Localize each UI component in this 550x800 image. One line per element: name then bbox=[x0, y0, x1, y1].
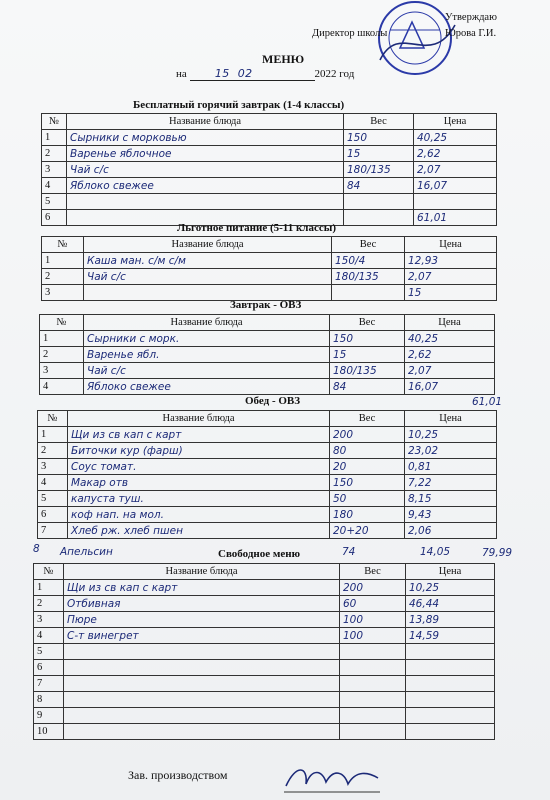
row-num: 4 bbox=[34, 628, 64, 644]
col-num: № bbox=[38, 411, 68, 427]
row-dish: Варенье яблочное bbox=[67, 146, 344, 162]
row-price: 15 bbox=[405, 285, 497, 301]
approve-label: Утверждаю bbox=[445, 12, 497, 23]
row-price: 13,89 bbox=[406, 612, 495, 628]
ovz-lunch-table bbox=[37, 410, 497, 539]
table-row bbox=[40, 379, 495, 395]
row-weight bbox=[340, 692, 406, 708]
menu-date bbox=[176, 67, 354, 81]
table-row bbox=[38, 475, 497, 491]
table-row bbox=[38, 507, 497, 523]
row-price: 7,22 bbox=[405, 475, 497, 491]
row-weight: 180/135 bbox=[332, 269, 405, 285]
row-weight bbox=[344, 194, 414, 210]
row-price: 8,15 bbox=[405, 491, 497, 507]
row-weight: 180 bbox=[330, 507, 405, 523]
table-row bbox=[34, 676, 495, 692]
col-weight: Вес bbox=[330, 315, 405, 331]
row-price bbox=[406, 724, 495, 740]
row-weight: 15 bbox=[330, 347, 405, 363]
table-row bbox=[42, 130, 497, 146]
date-day: 15 bbox=[214, 67, 230, 80]
signature-icon bbox=[282, 758, 382, 796]
section-title-ovz-breakfast: Завтрак - ОВЗ bbox=[230, 299, 302, 311]
row-weight: 200 bbox=[340, 580, 406, 596]
table-row bbox=[40, 363, 495, 379]
table-row bbox=[40, 347, 495, 363]
row-dish: Щи из св кап с карт bbox=[64, 580, 340, 596]
ovz-lunch-extra-weight: 74 bbox=[342, 546, 356, 558]
row-weight: 60 bbox=[340, 596, 406, 612]
row-num: 9 bbox=[34, 708, 64, 724]
table-row bbox=[34, 724, 495, 740]
row-dish: Яблоко свежее bbox=[84, 379, 330, 395]
row-weight: 84 bbox=[344, 178, 414, 194]
row-num: 3 bbox=[38, 459, 68, 475]
row-dish: Пюре bbox=[64, 612, 340, 628]
row-num: 7 bbox=[34, 676, 64, 692]
row-price: 61,01 bbox=[414, 210, 497, 226]
section-title-free-breakfast: Бесплатный горячий завтрак (1-4 классы) bbox=[133, 99, 345, 111]
row-weight: 180/135 bbox=[330, 363, 405, 379]
row-dish bbox=[64, 644, 340, 660]
date-prefix: на bbox=[176, 68, 187, 80]
section-title-ovz-lunch: Обед - ОВЗ bbox=[245, 395, 301, 407]
ovz-lunch-extra-dish: Апельсин bbox=[60, 546, 113, 558]
table-row bbox=[42, 194, 497, 210]
row-dish: Сырники с морковью bbox=[67, 130, 344, 146]
ovz-breakfast-total: 61,01 bbox=[472, 396, 503, 408]
row-num: 4 bbox=[42, 178, 67, 194]
row-price: 2,07 bbox=[414, 162, 497, 178]
col-dish: Название блюда bbox=[67, 114, 344, 130]
table-header-row bbox=[42, 237, 497, 253]
row-weight: 150/4 bbox=[332, 253, 405, 269]
row-dish: Биточки кур (фарш) bbox=[68, 443, 330, 459]
table-row bbox=[34, 660, 495, 676]
row-dish: Хлеб рж. хлеб пшен bbox=[68, 523, 330, 539]
col-num: № bbox=[42, 114, 67, 130]
row-price: 10,25 bbox=[405, 427, 497, 443]
benefit-table bbox=[41, 236, 497, 301]
col-dish: Название блюда bbox=[84, 237, 332, 253]
row-num: 5 bbox=[34, 644, 64, 660]
col-weight: Вес bbox=[330, 411, 405, 427]
row-price: 2,07 bbox=[405, 269, 497, 285]
row-price bbox=[406, 692, 495, 708]
row-num: 2 bbox=[42, 146, 67, 162]
table-row bbox=[38, 459, 497, 475]
col-num: № bbox=[34, 564, 64, 580]
row-dish: Чай с/с bbox=[67, 162, 344, 178]
row-dish: Сырники с морк. bbox=[84, 331, 330, 347]
row-weight: 20+20 bbox=[330, 523, 405, 539]
row-price: 16,07 bbox=[405, 379, 495, 395]
row-weight: 20 bbox=[330, 459, 405, 475]
col-weight: Вес bbox=[332, 237, 405, 253]
row-price: 12,93 bbox=[405, 253, 497, 269]
row-weight: 150 bbox=[344, 130, 414, 146]
row-weight bbox=[332, 285, 405, 301]
row-weight bbox=[344, 210, 414, 226]
page-title: МЕНЮ bbox=[262, 52, 305, 66]
row-num: 10 bbox=[34, 724, 64, 740]
row-dish: капуста туш. bbox=[68, 491, 330, 507]
row-price bbox=[406, 676, 495, 692]
row-weight: 180/135 bbox=[344, 162, 414, 178]
row-weight: 150 bbox=[330, 475, 405, 491]
row-num: 2 bbox=[40, 347, 84, 363]
row-price: 40,25 bbox=[414, 130, 497, 146]
table-row bbox=[38, 523, 497, 539]
row-weight: 100 bbox=[340, 612, 406, 628]
row-price bbox=[406, 708, 495, 724]
row-price: 40,25 bbox=[405, 331, 495, 347]
table-row bbox=[34, 580, 495, 596]
row-weight: 80 bbox=[330, 443, 405, 459]
row-num: 6 bbox=[42, 210, 67, 226]
row-num: 4 bbox=[38, 475, 68, 491]
table-row bbox=[34, 612, 495, 628]
row-num: 1 bbox=[38, 427, 68, 443]
ovz-breakfast-table bbox=[39, 314, 495, 395]
col-num: № bbox=[40, 315, 84, 331]
row-dish: Щи из св кап с карт bbox=[68, 427, 330, 443]
row-weight bbox=[340, 724, 406, 740]
row-weight bbox=[340, 660, 406, 676]
row-price: 23,02 bbox=[405, 443, 497, 459]
row-price: 2,62 bbox=[414, 146, 497, 162]
row-price: 2,62 bbox=[405, 347, 495, 363]
col-price: Цена bbox=[405, 237, 497, 253]
row-dish bbox=[64, 692, 340, 708]
section-title-benefit: Льготное питание (5-11 классы) bbox=[177, 222, 336, 234]
row-num: 2 bbox=[34, 596, 64, 612]
table-row bbox=[42, 253, 497, 269]
table-row bbox=[40, 331, 495, 347]
row-price: 0,81 bbox=[405, 459, 497, 475]
row-num: 3 bbox=[34, 612, 64, 628]
table-row bbox=[38, 427, 497, 443]
row-num: 2 bbox=[38, 443, 68, 459]
ovz-lunch-total: 79,99 bbox=[482, 547, 513, 559]
row-weight: 84 bbox=[330, 379, 405, 395]
row-price: 14,59 bbox=[406, 628, 495, 644]
row-weight: 15 bbox=[344, 146, 414, 162]
row-dish bbox=[64, 660, 340, 676]
row-price: 9,43 bbox=[405, 507, 497, 523]
row-weight bbox=[340, 644, 406, 660]
footer-label: Зав. производством bbox=[128, 768, 228, 782]
row-dish bbox=[64, 708, 340, 724]
table-row bbox=[34, 596, 495, 612]
row-price: 10,25 bbox=[406, 580, 495, 596]
row-dish: Соус томат. bbox=[68, 459, 330, 475]
ovz-lunch-extra-price: 14,05 bbox=[420, 546, 451, 558]
table-row bbox=[42, 178, 497, 194]
free-breakfast-table bbox=[41, 113, 497, 226]
row-price: 16,07 bbox=[414, 178, 497, 194]
col-dish: Название блюда bbox=[84, 315, 330, 331]
row-num: 8 bbox=[34, 692, 64, 708]
row-num: 4 bbox=[40, 379, 84, 395]
row-price bbox=[414, 194, 497, 210]
table-header-row bbox=[40, 315, 495, 331]
table-header-row bbox=[42, 114, 497, 130]
row-num: 1 bbox=[40, 331, 84, 347]
row-dish: Чай с/с bbox=[84, 363, 330, 379]
row-price: 2,07 bbox=[405, 363, 495, 379]
table-row bbox=[34, 708, 495, 724]
row-weight: 100 bbox=[340, 628, 406, 644]
section-title-free-menu: Свободное меню bbox=[218, 548, 301, 560]
row-num: 6 bbox=[34, 660, 64, 676]
row-weight: 50 bbox=[330, 491, 405, 507]
row-dish: Яблоко свежее bbox=[67, 178, 344, 194]
table-row bbox=[34, 644, 495, 660]
table-row bbox=[38, 443, 497, 459]
table-row bbox=[42, 146, 497, 162]
col-price: Цена bbox=[414, 114, 497, 130]
table-header-row bbox=[34, 564, 495, 580]
table-row bbox=[34, 692, 495, 708]
director-name: Юрова Г.И. bbox=[445, 28, 497, 39]
row-num: 7 bbox=[38, 523, 68, 539]
col-price: Цена bbox=[405, 411, 497, 427]
date-month: 02 bbox=[237, 67, 253, 80]
table-row bbox=[38, 491, 497, 507]
date-year: 2022 год bbox=[314, 68, 355, 80]
row-dish bbox=[64, 676, 340, 692]
row-weight bbox=[340, 708, 406, 724]
row-num: 3 bbox=[42, 162, 67, 178]
row-price bbox=[406, 660, 495, 676]
director-label: Директор школы bbox=[312, 28, 388, 39]
row-dish: Макар отв bbox=[68, 475, 330, 491]
table-header-row bbox=[38, 411, 497, 427]
col-weight: Вес bbox=[340, 564, 406, 580]
row-dish: Отбивная bbox=[64, 596, 340, 612]
row-price bbox=[406, 644, 495, 660]
table-row bbox=[42, 269, 497, 285]
row-dish: коф нап. на мол. bbox=[68, 507, 330, 523]
row-num: 5 bbox=[42, 194, 67, 210]
table-row bbox=[42, 162, 497, 178]
row-weight: 200 bbox=[330, 427, 405, 443]
col-weight: Вес bbox=[344, 114, 414, 130]
row-dish: Варенье ябл. bbox=[84, 347, 330, 363]
row-dish bbox=[67, 194, 344, 210]
col-dish: Название блюда bbox=[68, 411, 330, 427]
row-num: 1 bbox=[42, 253, 84, 269]
table-row bbox=[34, 628, 495, 644]
free-menu-table bbox=[33, 563, 495, 740]
col-price: Цена bbox=[406, 564, 495, 580]
col-price: Цена bbox=[405, 315, 495, 331]
row-num: 1 bbox=[42, 130, 67, 146]
row-price: 46,44 bbox=[406, 596, 495, 612]
row-num: 3 bbox=[42, 285, 84, 301]
row-dish: Чай с/с bbox=[84, 269, 332, 285]
row-dish bbox=[64, 724, 340, 740]
row-weight: 150 bbox=[330, 331, 405, 347]
row-num: 1 bbox=[34, 580, 64, 596]
row-num: 2 bbox=[42, 269, 84, 285]
row-weight bbox=[340, 676, 406, 692]
row-num: 6 bbox=[38, 507, 68, 523]
row-price: 2,06 bbox=[405, 523, 497, 539]
row-num: 5 bbox=[38, 491, 68, 507]
row-dish: Каша ман. с/м с/м bbox=[84, 253, 332, 269]
row-dish: С-т винегрет bbox=[64, 628, 340, 644]
row-num: 3 bbox=[40, 363, 84, 379]
col-num: № bbox=[42, 237, 84, 253]
col-dish: Название блюда bbox=[64, 564, 340, 580]
ovz-lunch-extra-num: 8 bbox=[33, 543, 40, 555]
